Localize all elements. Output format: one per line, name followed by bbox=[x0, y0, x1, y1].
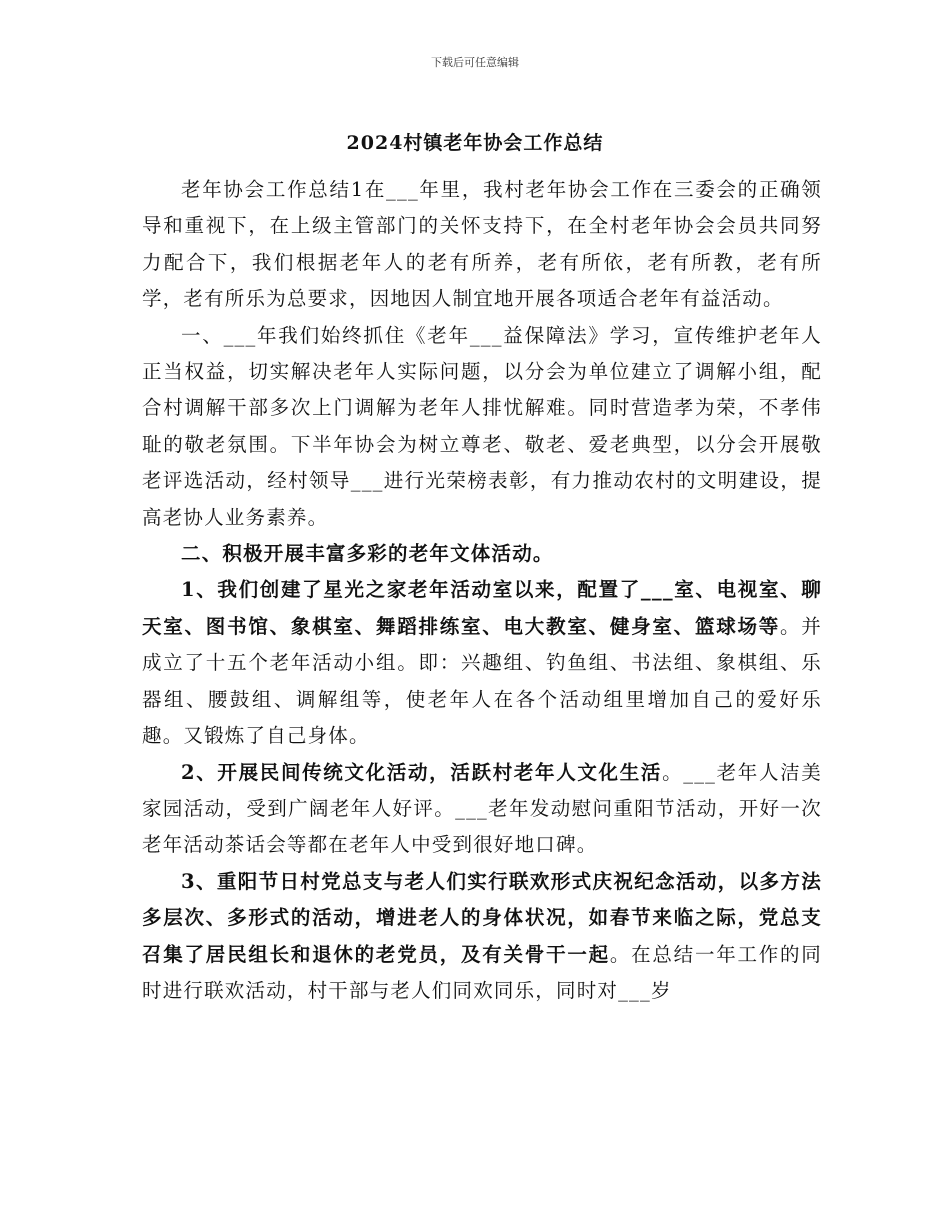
paragraph-section-one: 一、___年我们始终抓住《老年___益保障法》学习，宣传维护老年人正当权益，切实解决老年人实际问题，以分会为单位建立了调解小组，配合村调解干部多次上门调解为老年人排忧解难。同时营造孝为荣，不孝伟耻的敬老氛围。下半年协会为树立尊老、敬老、爱老典型，以分会开展敬老评选活动，经村领导___进行光荣榜表彰，有力推动农村的文明建设，提高老协人业务素养。 bbox=[142, 323, 822, 529]
document-title: 2024村镇老年协会工作总结 bbox=[346, 132, 604, 154]
item-three-text: 。在总结一年工作的同时进行联欢活动，村干部与老人们同欢同乐，同时对___岁 bbox=[142, 942, 822, 1002]
page-header-note: 下载后可任意编辑 bbox=[431, 56, 519, 69]
item-two-text: 。___老年人洁美家园活动，受到广阔老年人好评。___老年发动慰问重阳节活动，开好一次老年活动茶话会等都在老年人中受到很好地口碑。 bbox=[142, 760, 822, 857]
paragraph-item-two bbox=[142, 755, 822, 864]
item-one-text: 。并成立了十五个老年活动小组。即：兴趣组、钓鱼组、书法组、象棋组、乐器组、腰鼓组、调解组等，使老年人在各个活动组里增加自己的爱好乐趣。又锻炼了自己身体。 bbox=[142, 614, 822, 748]
document-body bbox=[142, 172, 822, 1009]
section-two-heading: 二、积极开展丰富多彩的老年文体活动。 bbox=[181, 542, 554, 566]
item-one-bold-text: 1、我们创建了星光之家老年活动室以来，配置了___室、电视室、聊天室、图书馆、象棋室、舞蹈排练室、电大教室、健身室、篮球场等 bbox=[142, 578, 822, 638]
paragraph-intro: 老年协会工作总结1在___年里，我村老年协会工作在三委会的正确领导和重视下，在上级主管部门的关怀支持下，在全村老年协会会员共同努力配合下，我们根据老年人的老有所养，老有所依，老有所教，老有所学，老有所乐为总要求，因地因人制宜地开展各项适合老年有益活动。 bbox=[142, 178, 822, 311]
item-three-bold-text: 3、重阳节日村党总支与老人们实行联欢形式庆祝纪念活动，以多方法多层次、多形式的活动，增进老人的身体状况，如春节来临之际，党总支召集了居民组长和退休的老党员，及有关骨干一起 bbox=[142, 869, 822, 966]
paragraph-item-three bbox=[142, 864, 822, 1010]
item-two-bold-text: 2、开展民间传统文化活动，活跃村老年人文化生活 bbox=[181, 760, 663, 784]
paragraph-item-one bbox=[142, 572, 822, 754]
